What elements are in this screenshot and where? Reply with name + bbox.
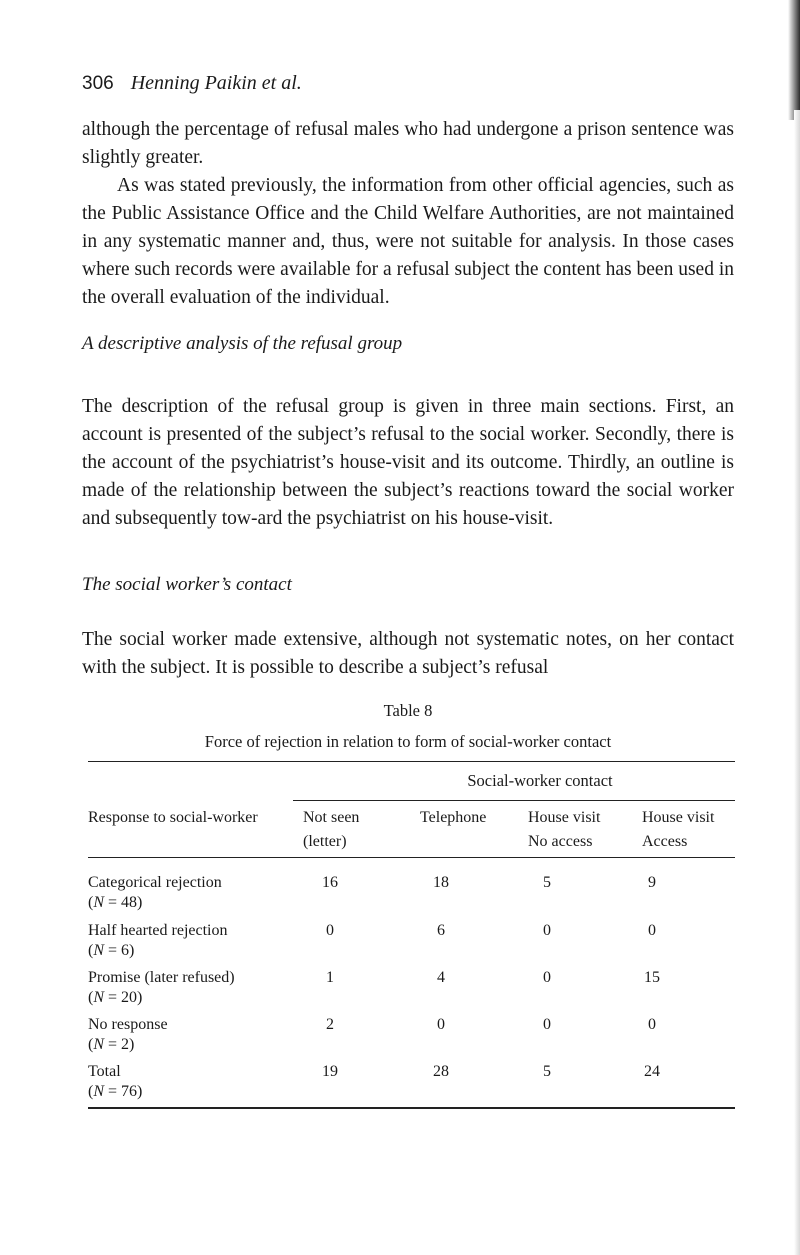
spanner-rule (293, 800, 735, 801)
table-cell: 16 (322, 874, 338, 891)
column-header-line: Access (642, 833, 688, 850)
row-label: No response (88, 1016, 168, 1033)
table-cell: 6 (437, 922, 445, 939)
table-row-label (88, 1015, 168, 1055)
row-n: (N = 2) (88, 1036, 135, 1053)
column-spanner: Social-worker contact (467, 771, 613, 790)
table-cell: 0 (648, 922, 656, 939)
row-n: (N = 48) (88, 894, 143, 911)
page-edge-shadow (788, 0, 800, 120)
column-header-line: House visit (528, 809, 601, 826)
table-cell: 0 (326, 922, 334, 939)
table-cell: 0 (648, 1016, 656, 1033)
table-row-label (88, 873, 222, 913)
column-header-line: No access (528, 833, 593, 850)
running-header (82, 72, 302, 95)
table-cell: 19 (322, 1063, 338, 1080)
body-text-section1 (82, 393, 734, 533)
column-header-line: House visit (642, 809, 715, 826)
table-cell: 9 (648, 874, 656, 891)
row-n: (N = 20) (88, 989, 143, 1006)
table-cell: 2 (326, 1016, 334, 1033)
table-cell: 1 (326, 969, 334, 986)
table-caption: Force of rejection in relation to form of social-worker contact (204, 732, 612, 751)
paragraph: although the percentage of refusal males who had undergone a prison sentence was slightly greater. (82, 119, 734, 168)
section-heading: A descriptive analysis of the refusal group (82, 333, 403, 354)
column-header-line: Telephone (420, 809, 487, 826)
page-edge-shadow (794, 110, 800, 1255)
table-row-label (88, 968, 235, 1008)
row-label: Promise (later refused) (88, 969, 235, 986)
column-header (303, 808, 359, 852)
table-label: Table 8 (383, 701, 433, 720)
table-cell: 5 (543, 1063, 551, 1080)
paragraph: The social worker made extensive, although not systematic notes, on her contact with the subject. It is possible to describe a subject’s refusal (82, 629, 734, 678)
section-heading: The social worker’s contact (82, 574, 292, 595)
table-bottom-rule (88, 1107, 735, 1109)
column-header (642, 808, 714, 852)
column-header-line: Not seen (303, 809, 360, 826)
table-cell: 4 (437, 969, 445, 986)
table-cell: 28 (433, 1063, 449, 1080)
column-header-line: (letter) (303, 833, 347, 850)
running-title: Henning Paikin et al. (130, 72, 302, 94)
body-text-top (82, 116, 734, 312)
row-label: Total (88, 1063, 121, 1080)
column-header (528, 808, 600, 852)
row-n: (N = 6) (88, 942, 135, 959)
table-cell: 18 (433, 874, 449, 891)
paragraph: The description of the refusal group is given in three main sections. First, an account is presented of the subject’s refusal to the social worker. Secondly, there is the account of the psychiatrist’s house-visit and its outcome. Thirdly, an outline is made of the relationship between the subject’s reactions toward the social worker and subsequently tow-ard the psychiatrist on his house-visit. (82, 396, 734, 529)
table-cell: 0 (543, 922, 551, 939)
table-cell: 24 (644, 1063, 660, 1080)
row-label: Categorical rejection (88, 874, 222, 891)
page-number: 306 (82, 73, 114, 94)
table-cell: 0 (543, 969, 551, 986)
table-header-rule (88, 857, 735, 858)
row-n: (N = 76) (88, 1083, 143, 1100)
body-text-section2 (82, 626, 734, 682)
table-row-label (88, 921, 227, 961)
table-cell: 5 (543, 874, 551, 891)
table-cell: 0 (437, 1016, 445, 1033)
paragraph: As was stated previously, the information from other official agencies, such as the Public Assistance Office and the Child Welfare Authorities, are not maintained in any systematic manner and, thus, were not suitable for analysis. In those cases where such records were available for a refusal subject the content has been used in the overall evaluation of the individual. (82, 175, 734, 308)
table-cell: 15 (644, 969, 660, 986)
table-row-label (88, 1062, 142, 1102)
column-header (420, 808, 486, 828)
row-header: Response to social-worker (88, 809, 258, 826)
row-label: Half hearted rejection (88, 922, 228, 939)
table-top-rule (88, 761, 735, 762)
table-cell: 0 (543, 1016, 551, 1033)
